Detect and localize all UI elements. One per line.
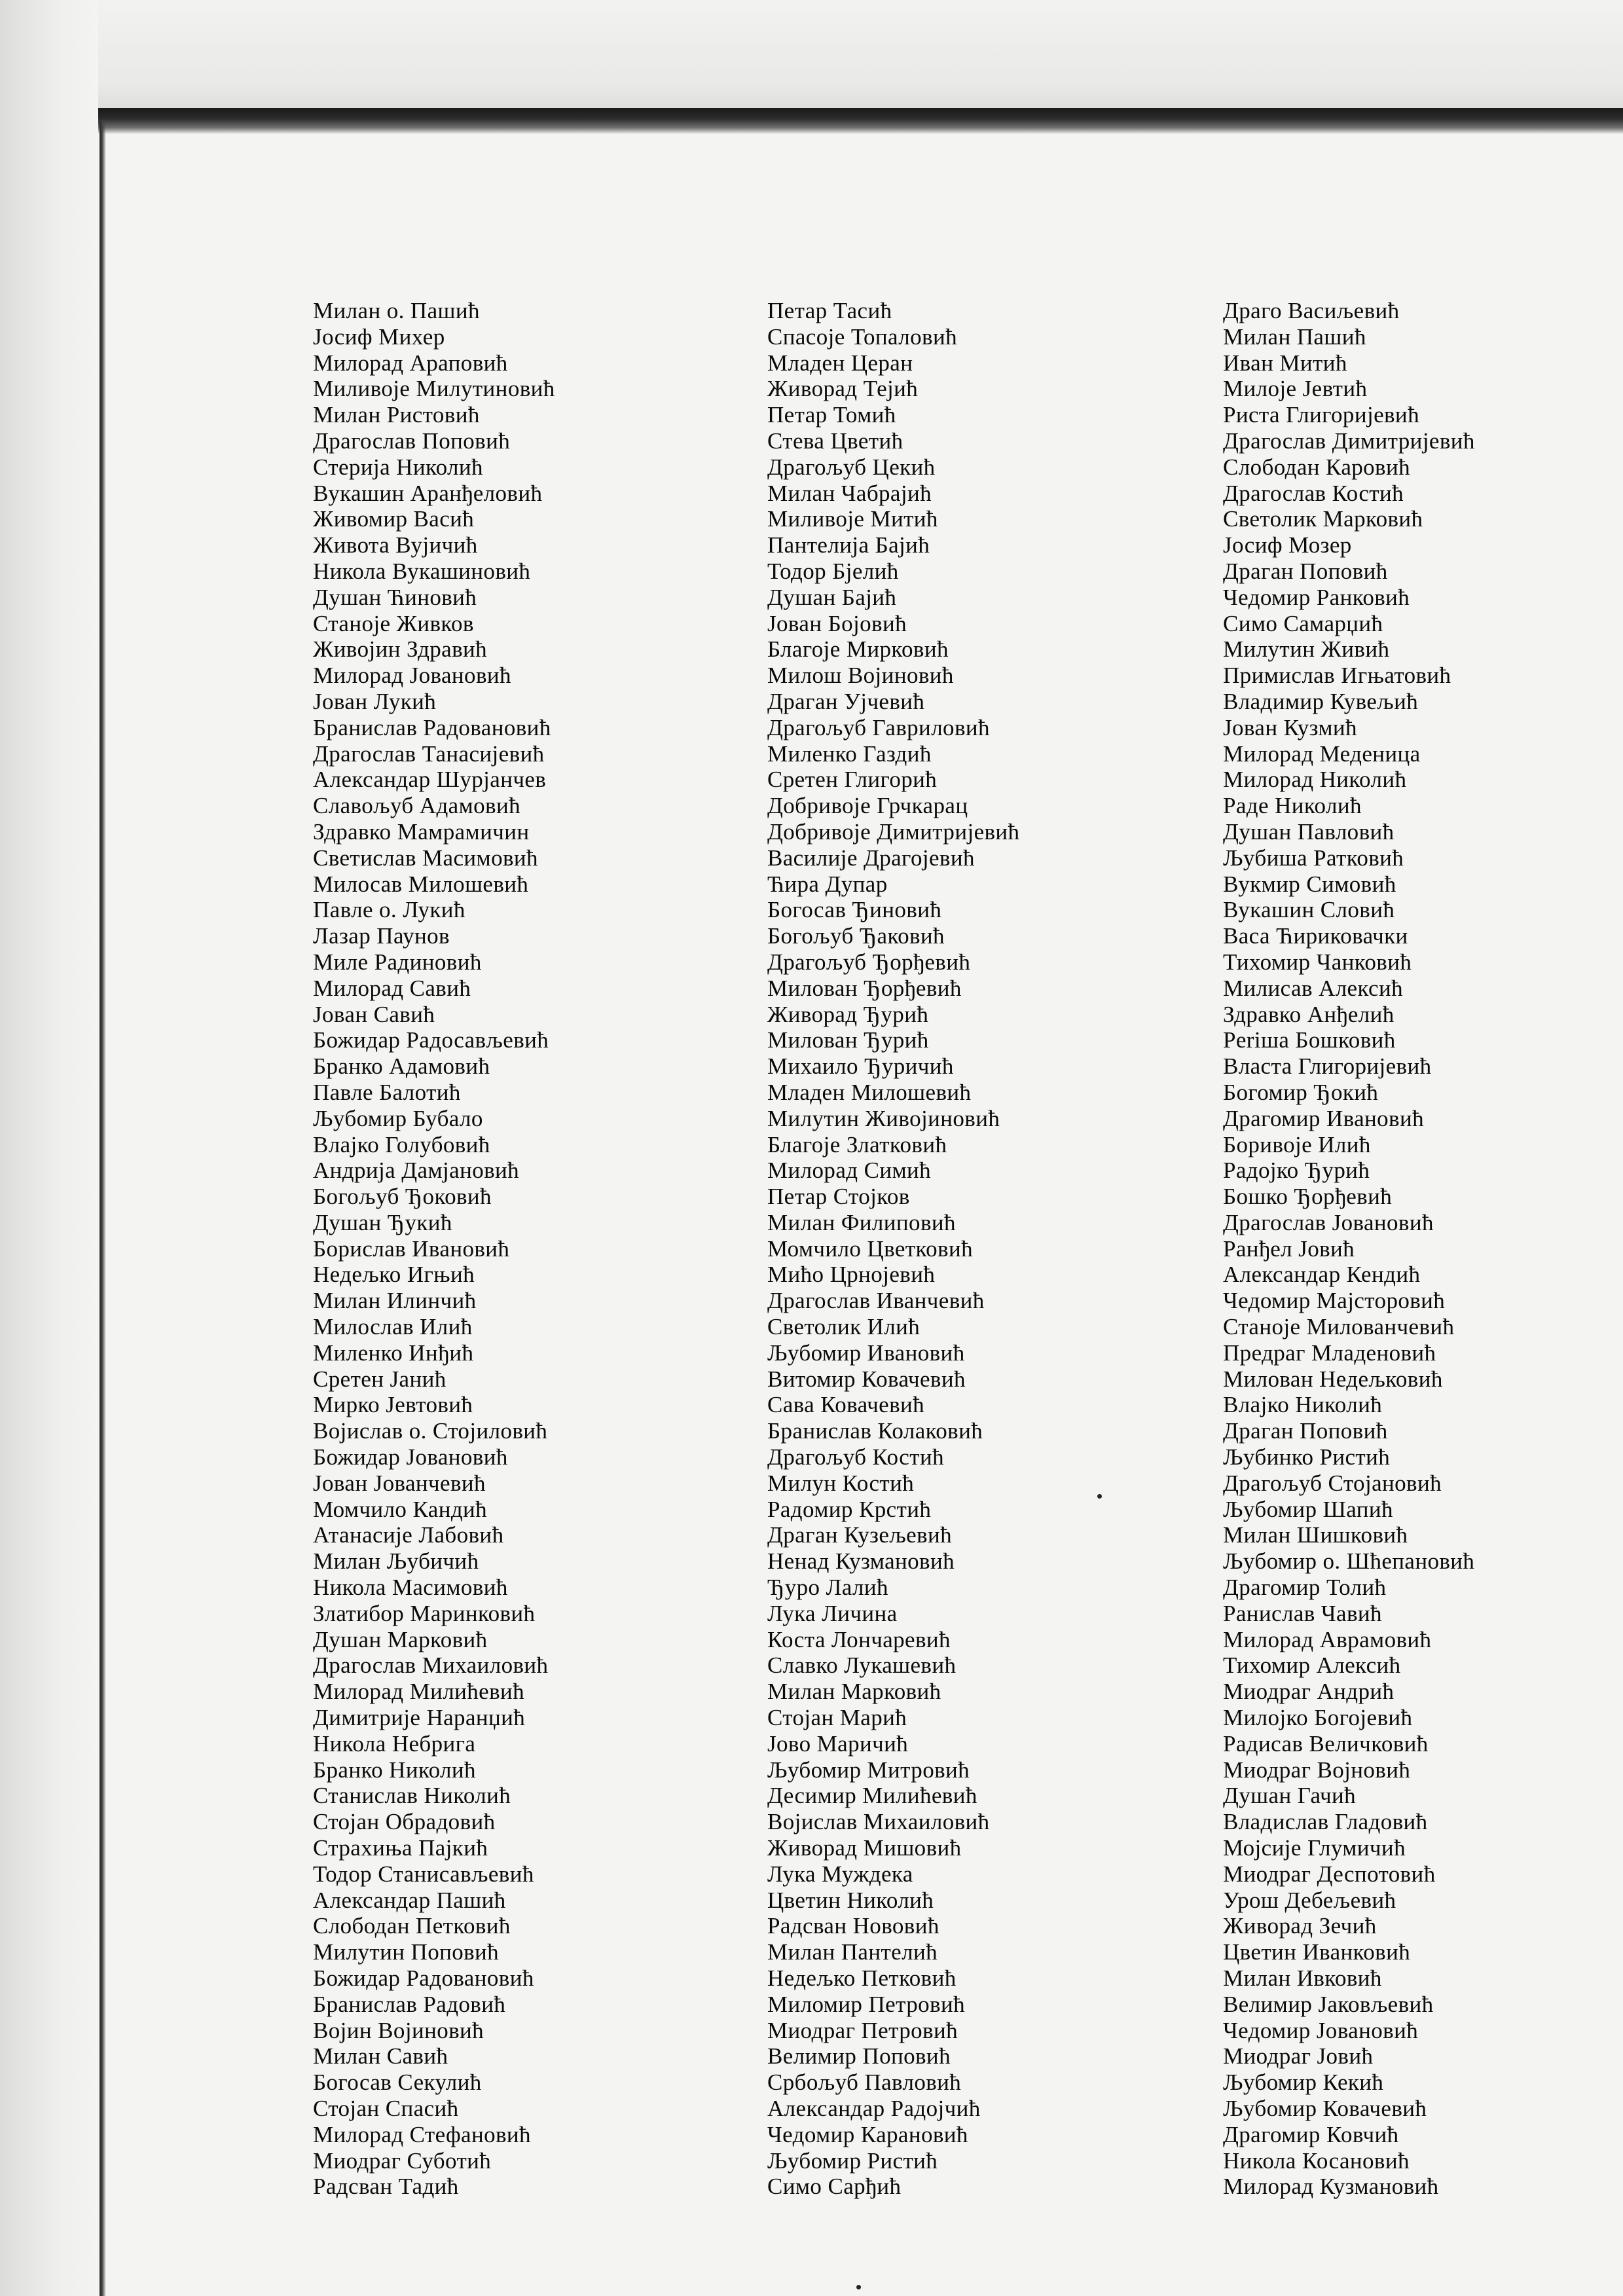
- name-entry: Тихомир Алексић: [1223, 1652, 1401, 1679]
- name-entry: Божидар Радосављевић: [313, 1027, 549, 1053]
- name-entry: Љубиша Ратковић: [1223, 845, 1404, 871]
- name-entry: Миодраг Андрић: [1223, 1679, 1395, 1705]
- name-entry: Милун Костић: [767, 1470, 915, 1496]
- name-entry: Душан Ђукић: [313, 1209, 452, 1235]
- name-entry: Чедомир Карановић: [767, 2121, 968, 2147]
- name-entry: Богосав Ђиновић: [767, 897, 942, 923]
- name-entry: Станоје Живков: [313, 610, 474, 636]
- name-entry: Младен Церан: [767, 350, 913, 376]
- name-entry: Милисав Алексић: [1223, 975, 1403, 1001]
- name-entry: Павле Балотић: [313, 1079, 461, 1105]
- name-entry: Ранђел Јовић: [1223, 1235, 1355, 1262]
- names-column-1: [313, 298, 555, 2200]
- name-entry: Ненад Кузмановић: [767, 1548, 955, 1575]
- name-entry: Недељко Петковић: [767, 1965, 957, 1991]
- name-entry: Милорад Стефановић: [313, 2121, 531, 2147]
- name-entry: Недељко Игњић: [313, 1262, 475, 1288]
- name-entry: Душан Павловић: [1223, 818, 1395, 845]
- name-entry: Станоје Милованчевић: [1223, 1314, 1455, 1340]
- name-entry: Стојан Спасић: [313, 2095, 459, 2121]
- name-entry: Радсван Нововић: [767, 1913, 939, 1939]
- name-entry: Примислав Игњатовић: [1223, 663, 1451, 689]
- name-entry: Сава Ковачевић: [767, 1392, 925, 1418]
- name-entry: Драган Поповић: [1223, 558, 1388, 584]
- name-entry: Душан Марковић: [313, 1626, 488, 1652]
- name-entry: Стојан Обрадовић: [313, 1809, 496, 1835]
- names-column-2: [767, 298, 1019, 2200]
- name-entry: Јосиф Михер: [313, 323, 445, 350]
- name-entry: Драгољуб Цекић: [767, 454, 936, 480]
- name-entry: Милорад Савић: [313, 975, 471, 1001]
- name-entry: Миодраг Петровић: [767, 2017, 958, 2043]
- name-entry: Боривоје Илић: [1223, 1131, 1371, 1157]
- scan-speck: [856, 2285, 861, 2289]
- name-entry: Милан Чабрајић: [767, 480, 932, 506]
- scan-left-margin: [0, 0, 98, 2296]
- name-entry: Бранислав Колаковић: [767, 1418, 983, 1444]
- name-entry: Никола Масимовић: [313, 1575, 508, 1601]
- name-entry: Драгољуб Ђорђевић: [767, 949, 971, 975]
- name-entry: Милутин Живић: [1223, 636, 1390, 663]
- name-entry: Душан Гачић: [1223, 1783, 1357, 1809]
- name-entry: Александар Кендић: [1223, 1262, 1421, 1288]
- name-entry: Божидар Радовановић: [313, 1965, 534, 1991]
- name-entry: Милан Филиповић: [767, 1209, 956, 1235]
- name-entry: Миодраг Војновић: [1223, 1757, 1411, 1783]
- name-entry: Стојан Марић: [767, 1705, 907, 1731]
- name-entry: Миодраг Суботић: [313, 2147, 492, 2174]
- name-entry: Драгослав Димитријевић: [1223, 428, 1475, 454]
- name-entry: Лазар Паунов: [313, 923, 450, 949]
- scan-top-band: [0, 0, 1623, 121]
- name-entry: Јован Бојовић: [767, 610, 907, 636]
- name-entry: Бранко Адамовић: [313, 1053, 490, 1080]
- name-entry: Милан Пантелић: [767, 1939, 938, 1965]
- name-entry: Милан Илинчић: [313, 1288, 477, 1314]
- name-entry: Живомир Васић: [313, 506, 475, 532]
- name-entry: Драго Васиљевић: [1223, 298, 1400, 323]
- name-entry: Драган Поповић: [1223, 1418, 1388, 1444]
- name-entry: Драгољуб Стојановић: [1223, 1470, 1442, 1496]
- name-entry: Душан Ћиновић: [313, 584, 477, 610]
- name-entry: Душан Бајић: [767, 584, 897, 610]
- name-entry: Борислав Ивановић: [313, 1235, 510, 1262]
- name-entry: Цветин Николић: [767, 1887, 934, 1913]
- name-entry: Цветин Иванковић: [1223, 1939, 1411, 1965]
- name-entry: Сретен Глигорић: [767, 767, 938, 793]
- name-entry: Љубомир Ковачевић: [1223, 2095, 1427, 2121]
- name-entry: Велимир Јаковљевић: [1223, 1991, 1434, 2017]
- name-entry: Мојсије Глумичић: [1223, 1835, 1406, 1861]
- name-entry: Милан Савић: [313, 2043, 448, 2069]
- name-entry: Бранислав Радовић: [313, 1991, 506, 2017]
- name-entry: Светолик Марковић: [1223, 506, 1423, 532]
- name-entry: Тодор Бјелић: [767, 558, 899, 584]
- name-entry: Тихомир Чанковић: [1223, 949, 1412, 975]
- name-entry: Велимир Поповић: [767, 2043, 951, 2069]
- name-entry: Радојко Ђурић: [1223, 1157, 1370, 1184]
- name-entry: Живојин Здравић: [313, 636, 488, 663]
- name-entry: Милорад Кузмановић: [1223, 2174, 1439, 2200]
- name-entry: Десимир Милићевић: [767, 1783, 977, 1809]
- name-entry: Милош Војиновић: [767, 663, 954, 689]
- name-entry: Лука Муждека: [767, 1861, 913, 1887]
- name-entry: Богољуб Ђаковић: [767, 923, 945, 949]
- name-entry: Миленко Газдић: [767, 740, 932, 767]
- name-entry: Мирко Јевтовић: [313, 1392, 473, 1418]
- name-entry: Витомир Ковачевић: [767, 1366, 966, 1392]
- name-entry: Бранислав Радовановић: [313, 714, 551, 740]
- name-entry: Петар Тасић: [767, 298, 892, 323]
- name-entry: Момчило Кандић: [313, 1496, 488, 1522]
- name-entry: Љубинко Ристић: [1223, 1444, 1391, 1470]
- name-entry: Живорад Тејић: [767, 376, 919, 402]
- name-entry: Спасоје Топаловић: [767, 323, 957, 350]
- name-entry: Риста Глигоријевић: [1223, 402, 1419, 428]
- name-entry: Андрија Дамјановић: [313, 1157, 520, 1184]
- name-entry: Милован Недељковић: [1223, 1366, 1443, 1392]
- name-entry: Младен Милошевић: [767, 1079, 972, 1105]
- name-entry: Богомир Ђокић: [1223, 1079, 1379, 1105]
- name-entry: Никола Вукашиновић: [313, 558, 531, 584]
- name-entry: Божидар Јовановић: [313, 1444, 508, 1470]
- name-entry: Александар Радојчић: [767, 2095, 981, 2121]
- name-entry: Драгомир Толић: [1223, 1575, 1387, 1601]
- name-entry: Љубомир Шапић: [1223, 1496, 1393, 1522]
- name-entry: Слободан Каровић: [1223, 454, 1411, 480]
- name-entry: Ранислав Чавић: [1223, 1600, 1382, 1626]
- name-entry: Миле Радиновић: [313, 949, 482, 975]
- name-entry: Јован Јованчевић: [313, 1470, 486, 1496]
- name-entry: Влајко Николић: [1223, 1392, 1383, 1418]
- name-entry: Владимир Кувељић: [1223, 688, 1419, 714]
- name-entry: Јован Савић: [313, 1001, 435, 1027]
- name-entry: Милан Марковић: [767, 1679, 941, 1705]
- name-entry: Милојко Богојевић: [1223, 1705, 1413, 1731]
- name-entry: Сретен Јанић: [313, 1366, 447, 1392]
- name-entry: Милорад Аврамовић: [1223, 1626, 1432, 1652]
- name-entry: Драгољуб Гавриловић: [767, 714, 990, 740]
- name-entry: Живота Вујичић: [313, 532, 478, 558]
- name-entry: Милутин Живојиновић: [767, 1105, 1000, 1131]
- name-entry: Димитрије Наранџић: [313, 1705, 526, 1731]
- name-entry: Миодраг Јовић: [1223, 2043, 1374, 2069]
- name-entry: Драган Кузељевић: [767, 1522, 952, 1548]
- name-entry: Чедомир Мајсторовић: [1223, 1288, 1446, 1314]
- name-entry: Миодраг Деспотовић: [1223, 1861, 1436, 1887]
- name-entry: Василије Драгојевић: [767, 845, 975, 871]
- name-entry: Милорад Милићевић: [313, 1679, 525, 1705]
- name-entry: Милоје Јевтић: [1223, 376, 1368, 402]
- name-entry: Милован Ђорђевић: [767, 975, 962, 1001]
- name-entry: Милан Љубичић: [313, 1548, 479, 1575]
- name-entry: Живорад Ђурић: [767, 1001, 929, 1027]
- name-entry: Миливоје Милутиновић: [313, 376, 555, 402]
- name-entry: Миленко Инђић: [313, 1339, 474, 1366]
- scan-shadow-bar: [98, 108, 1623, 134]
- name-entry: Живорад Зечић: [1223, 1913, 1377, 1939]
- name-entry: Предраг Младеновић: [1223, 1339, 1436, 1366]
- name-entry: Момчило Цветковић: [767, 1235, 973, 1262]
- name-entry: Љубомир Ристић: [767, 2147, 938, 2174]
- name-entry: Богољуб Ђоковић: [313, 1184, 492, 1210]
- name-entry: Симо Сарђић: [767, 2174, 902, 2200]
- name-entry: Драгомир Ковчић: [1223, 2121, 1399, 2147]
- name-entry: Раде Николић: [1223, 793, 1362, 819]
- name-entry: Бранко Николић: [313, 1757, 476, 1783]
- name-entry: Драгослав Поповић: [313, 428, 511, 454]
- name-entry: Здравко Анђелић: [1223, 1001, 1395, 1027]
- name-entry: Славко Лукашевић: [767, 1652, 957, 1679]
- name-entry: Милан Ивковић: [1223, 1965, 1382, 1991]
- name-entry: Стерија Николић: [313, 454, 483, 480]
- name-entry: Милутин Поповић: [313, 1939, 500, 1965]
- name-entry: Милан Ристовић: [313, 402, 480, 428]
- name-entry: Милан Пашић: [1223, 323, 1366, 350]
- name-entry: Богосав Секулић: [313, 2069, 482, 2096]
- name-entry: Иван Митић: [1223, 350, 1347, 376]
- name-entry: Здравко Мамрамичин: [313, 818, 530, 845]
- name-entry: Јосиф Мозер: [1223, 532, 1352, 558]
- name-entry: Коста Лончаревић: [767, 1626, 951, 1652]
- name-entry: Власта Глигоријевић: [1223, 1053, 1432, 1080]
- name-entry: Војислав Михаиловић: [767, 1809, 990, 1835]
- name-entry: Михаило Ђуричић: [767, 1053, 954, 1080]
- name-entry: Ђуро Лалић: [767, 1575, 888, 1601]
- name-entry: Милорад Араповић: [313, 350, 508, 376]
- name-entry: Светислав Масимовић: [313, 845, 538, 871]
- name-entry: Драган Ујчевић: [767, 688, 925, 714]
- name-entry: Добривоје Димитријевић: [767, 818, 1020, 845]
- name-entry: Павле о. Лукић: [313, 897, 465, 923]
- name-entry: Драгољуб Костић: [767, 1444, 944, 1470]
- name-entry: Чедомир Ранковић: [1223, 584, 1410, 610]
- name-entry: Пантелија Бајић: [767, 532, 930, 558]
- name-entry: Стева Цветић: [767, 428, 903, 454]
- name-entry: Благоје Мирковић: [767, 636, 949, 663]
- name-entry: Драгослав Танасијевић: [313, 740, 545, 767]
- name-entry: Добривоје Грчкарац: [767, 793, 968, 819]
- name-entry: Славољуб Адамовић: [313, 793, 520, 819]
- name-entry: Петар Стојков: [767, 1184, 910, 1210]
- name-entry: Милован Ђурић: [767, 1027, 929, 1053]
- name-entry: Милан Шишковић: [1223, 1522, 1408, 1548]
- name-entry: Атанасије Лабовић: [313, 1522, 504, 1548]
- name-entry: Мићо Црнојевић: [767, 1262, 936, 1288]
- name-entry: Страхиња Пајкић: [313, 1835, 488, 1861]
- name-entry: Никола Косановић: [1223, 2147, 1410, 2174]
- name-entry: Јован Кузмић: [1223, 714, 1357, 740]
- name-entry: Љубомир Бубало: [313, 1105, 483, 1131]
- name-entry: Јован Лукић: [313, 688, 437, 714]
- name-entry: Тодор Станисављевић: [313, 1861, 534, 1887]
- name-entry: Радомир Крстић: [767, 1496, 932, 1522]
- name-entry: Вукмир Симовић: [1223, 871, 1396, 897]
- name-entry: Драгослав Иванчевић: [767, 1288, 985, 1314]
- name-entry: Александар Шурјанчев: [313, 767, 547, 793]
- name-entry: Чедомир Јовановић: [1223, 2017, 1419, 2043]
- name-entry: Војислав о. Стојиловић: [313, 1418, 548, 1444]
- name-entry: Светолик Илић: [767, 1314, 921, 1340]
- name-entry: Љубомир Митровић: [767, 1757, 970, 1783]
- name-entry: Милан о. Пашић: [313, 298, 480, 323]
- name-entry: Вукашин Словић: [1223, 897, 1395, 923]
- name-entry: Милорад Симић: [767, 1157, 932, 1184]
- name-entry: Драгослав Михаиловић: [313, 1652, 549, 1679]
- name-entry: Петар Томић: [767, 402, 896, 428]
- name-entry: Љубомир Ивановић: [767, 1339, 965, 1366]
- name-entry: Благоје Златковић: [767, 1131, 947, 1157]
- name-entry: Радисав Величковић: [1223, 1730, 1429, 1757]
- names-column-3: [1223, 298, 1475, 2200]
- name-entry: Драгомир Ивановић: [1223, 1105, 1425, 1131]
- name-entry: Бошко Ђорђевић: [1223, 1184, 1393, 1210]
- name-entry: Драгослав Костић: [1223, 480, 1404, 506]
- name-entry: Урош Дебељевић: [1223, 1887, 1396, 1913]
- name-entry: Владислав Гладовић: [1223, 1809, 1428, 1835]
- name-entry: Војин Војиновић: [313, 2017, 484, 2043]
- name-entry: Periша Бошковић: [1223, 1027, 1396, 1053]
- name-entry: Србољуб Павловић: [767, 2069, 962, 2096]
- name-entry: Љубомир о. Шћепановић: [1223, 1548, 1475, 1575]
- name-entry: Милорад Меденица: [1223, 740, 1421, 767]
- name-entry: Јово Маричић: [767, 1730, 909, 1757]
- name-entry: Лука Личина: [767, 1600, 898, 1626]
- name-entry: Симо Самарџић: [1223, 610, 1383, 636]
- name-entry: Живорад Мишовић: [767, 1835, 962, 1861]
- name-entry: Вукашин Аранђеловић: [313, 480, 543, 506]
- name-entry: Миломир Петровић: [767, 1991, 965, 2017]
- name-entry: Златибор Маринковић: [313, 1600, 536, 1626]
- name-entry: Љубомир Кекић: [1223, 2069, 1384, 2096]
- name-entry: Слободан Петковић: [313, 1913, 511, 1939]
- name-entry: Милослав Илић: [313, 1314, 473, 1340]
- name-entry: Милорад Јовановић: [313, 663, 511, 689]
- name-entry: Никола Небрига: [313, 1730, 476, 1757]
- scan-speck: [1097, 1494, 1102, 1499]
- name-entry: Александар Пашић: [313, 1887, 506, 1913]
- name-entry: Васа Ћириковачки: [1223, 923, 1408, 949]
- name-entry: Драгослав Јовановић: [1223, 1209, 1434, 1235]
- scan-left-edge-line: [100, 121, 106, 2296]
- name-entry: Радсван Тадић: [313, 2174, 459, 2200]
- name-entry: Милосав Милошевић: [313, 871, 529, 897]
- name-entry: Ћира Дупар: [767, 871, 888, 897]
- name-entry: Миливоје Митић: [767, 506, 938, 532]
- name-entry: Станислав Николић: [313, 1783, 511, 1809]
- name-entry: Влајко Голубовић: [313, 1131, 490, 1157]
- name-entry: Милорад Николић: [1223, 767, 1407, 793]
